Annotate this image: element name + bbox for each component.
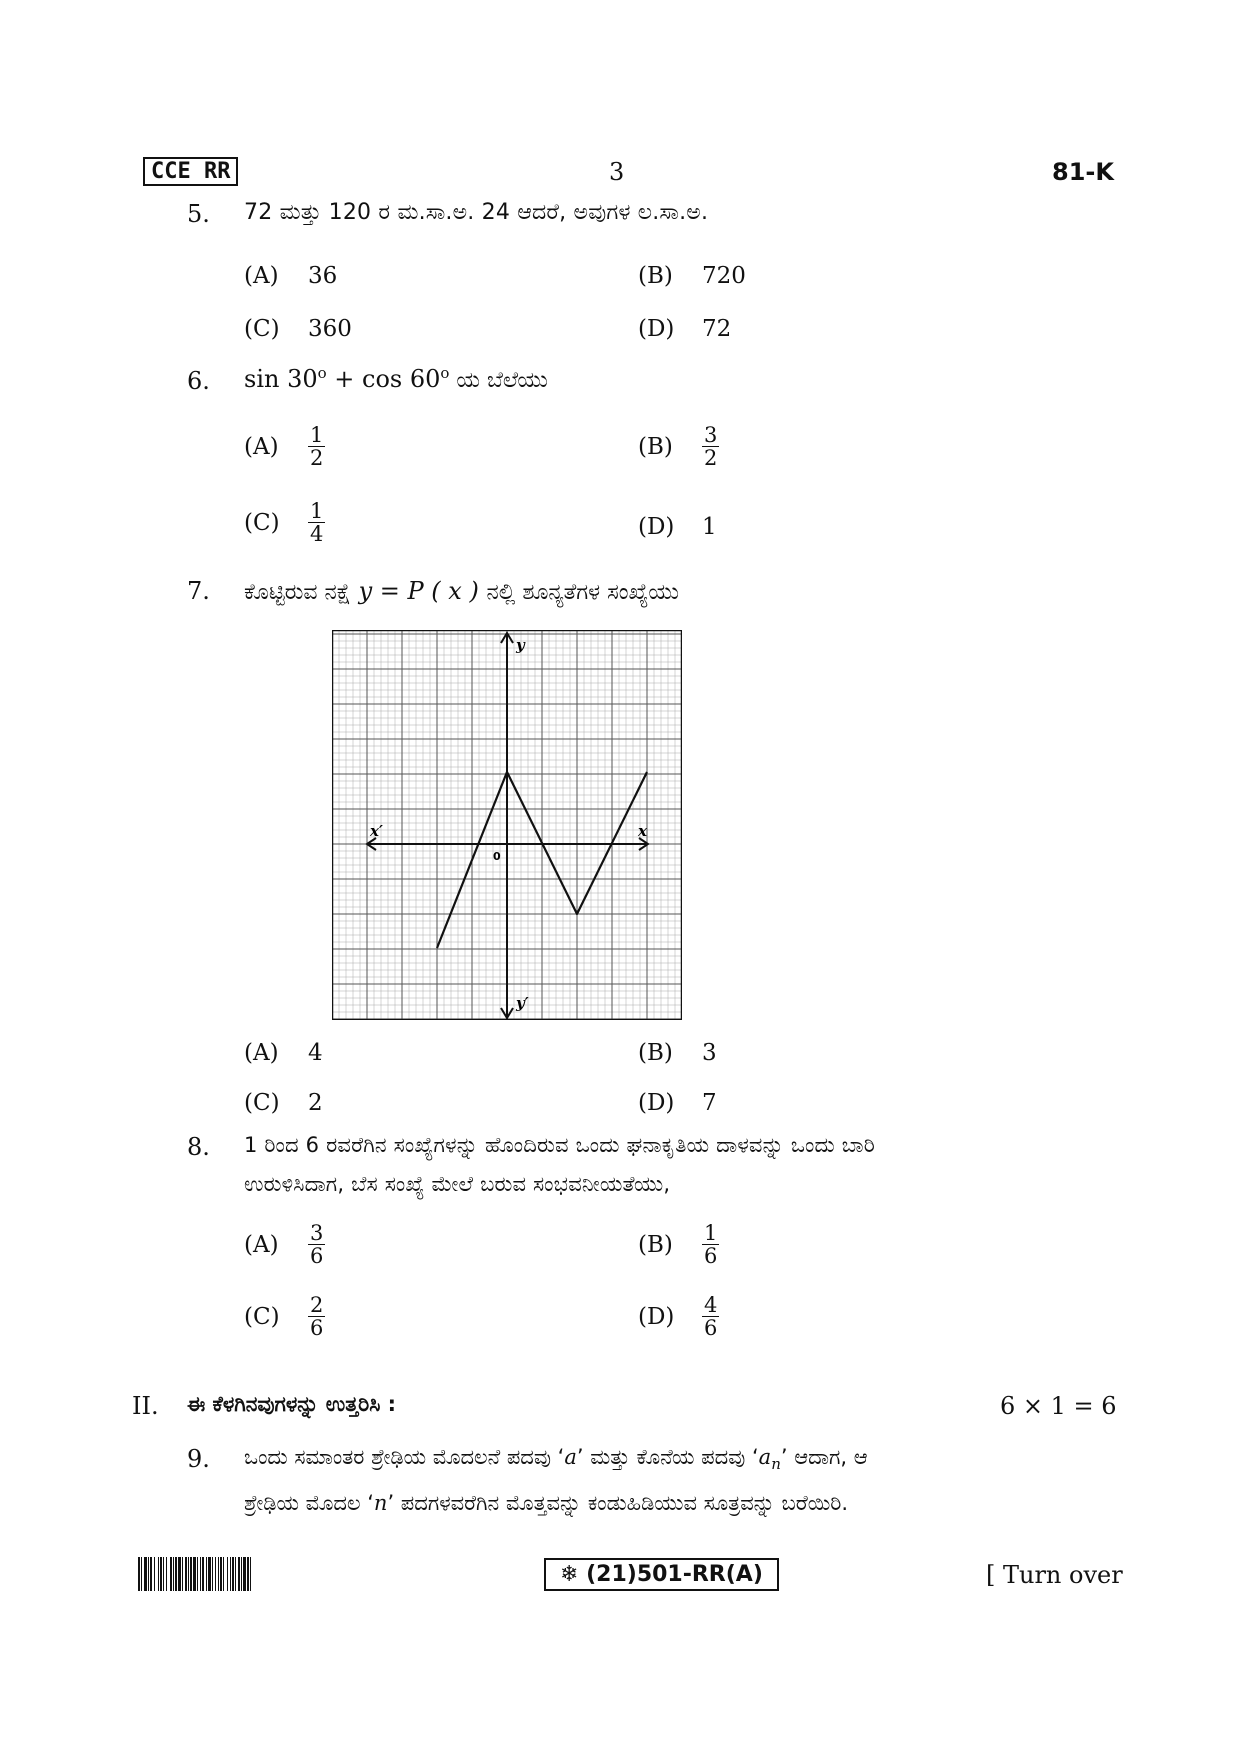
option-label: (B): [638, 433, 673, 460]
option-d: [638, 514, 717, 540]
fraction: [702, 1294, 719, 1339]
option-label: (A): [244, 1231, 279, 1258]
option-value: 720: [702, 263, 746, 289]
section-title: ಈ ಕೆಳಗಿನವುಗಳನ್ನು ಉತ್ತರಿಸಿ :: [187, 1392, 397, 1416]
option-value: 1: [702, 514, 717, 540]
question-text-line2: ಉರುಳಿಸಿದಾಗ, ಬೆಸ ಸಂಖ್ಯೆ ಮೇಲೆ ಬರುವ ಸಂಭವನೀಯತೆಯು,: [244, 1172, 671, 1196]
q7-math: y = P ( x ): [358, 577, 479, 605]
page-number: 3: [609, 158, 625, 186]
fraction: [702, 424, 719, 469]
question-number: 9.: [187, 1445, 210, 1473]
graph-svg: [332, 630, 682, 1020]
option-value: 7: [702, 1090, 717, 1116]
q9-part: ’ ಆದಾಗ, ಆ: [780, 1445, 868, 1469]
q9-part: ’ ಪದಗಳವರೆಗಿನ ಮೊತ್ತವನ್ನು ಕಂಡುಹಿಡಿಯುವ ಸೂತ್ರವನ್ನು ಬರೆಯಿರಿ.: [387, 1491, 849, 1515]
q6-part: sin 30: [244, 365, 318, 393]
option-label: (C): [244, 1090, 280, 1116]
question-text-line1: [244, 1445, 868, 1473]
denominator: 2: [704, 446, 718, 471]
q9-part: ಶ್ರೇಢಿಯ ಮೊದಲ ‘: [244, 1491, 374, 1515]
x-label: x: [638, 822, 647, 840]
option-label: (C): [244, 1303, 280, 1330]
numerator: 1: [310, 423, 324, 447]
option-label: (D): [638, 514, 675, 540]
question-text: [244, 577, 679, 606]
denominator: 6: [704, 1244, 718, 1269]
fraction: [308, 500, 325, 545]
fraction: [308, 424, 325, 469]
section-number: II.: [132, 1392, 159, 1420]
question-number: 8.: [187, 1133, 210, 1161]
question-text: 72 ಮತ್ತು 120 ರ ಮ.ಸಾ.ಅ. 24 ಆದರೆ, ಅವುಗಳ ಲ.ಸಾ.ಅ.: [244, 200, 709, 225]
x-neg-label: x′: [370, 822, 383, 840]
q9-var: n: [373, 1491, 388, 1515]
origin-label: 0: [493, 850, 501, 863]
question-paper-code: ❄ (21)501-RR(A): [544, 1558, 779, 1591]
question-number: 7.: [187, 577, 210, 605]
option-c: [244, 1294, 325, 1339]
option-value: 3: [702, 1040, 717, 1066]
option-label: (C): [244, 509, 280, 536]
option-c: [244, 1090, 323, 1116]
option-d: [638, 316, 731, 342]
option-b: [638, 1222, 719, 1267]
option-b: [638, 424, 719, 469]
paper-code-box: CCE RR: [143, 157, 238, 186]
denominator: 6: [704, 1316, 718, 1341]
option-label: (A): [244, 263, 279, 289]
q7-part: ನಲ್ಲಿ ಶೂನ್ಯತೆಗಳ ಸಂಖ್ಯೆಯು: [486, 580, 679, 605]
denominator: 2: [310, 446, 324, 471]
option-label: (D): [638, 1090, 675, 1116]
numerator: 1: [704, 1221, 718, 1245]
numerator: 2: [310, 1293, 324, 1317]
q9-sub: n: [771, 1455, 781, 1474]
option-a: [244, 1222, 325, 1267]
denominator: 6: [310, 1244, 324, 1269]
option-c: [244, 500, 325, 545]
option-a: [244, 1040, 323, 1066]
option-label: (D): [638, 316, 675, 342]
option-value: 72: [702, 316, 732, 342]
question-text-line1: 1 ರಿಂದ 6 ರವರೆಗಿನ ಸಂಖ್ಯೆಗಳನ್ನು ಹೊಂದಿರುವ ಒಂದು ಘನಾಕೃತಿಯ ದಾಳವನ್ನು ಒಂದು ಬಾರಿ: [244, 1133, 876, 1157]
option-b: [638, 263, 746, 289]
option-d: [638, 1090, 717, 1116]
option-label: (D): [638, 1303, 675, 1330]
fraction: [702, 1222, 719, 1267]
barcode: [138, 1557, 385, 1591]
degree-sup: o: [317, 364, 327, 382]
numerator: 3: [704, 423, 718, 447]
option-a: [244, 263, 337, 289]
numerator: 3: [310, 1221, 324, 1245]
option-value: 2: [308, 1090, 323, 1116]
barcode-bar: [251, 1557, 253, 1591]
turn-over-note: [ Turn over: [986, 1561, 1123, 1589]
numerator: 4: [704, 1293, 718, 1317]
q7-part: ಕೊಟ್ಟಿರುವ ನಕ್ಷೆ: [244, 580, 351, 605]
option-label: (A): [244, 1040, 279, 1066]
option-value: 36: [308, 263, 338, 289]
degree-sup: o: [440, 364, 450, 382]
option-label: (B): [638, 263, 673, 289]
section-marks: 6 × 1 = 6: [1000, 1392, 1117, 1420]
question-number: 5.: [187, 200, 210, 228]
q9-part: ’ ಮತ್ತು ಕೊನೆಯ ಪದವು ‘: [576, 1445, 759, 1469]
option-label: (B): [638, 1231, 673, 1258]
question-number: 6.: [187, 367, 210, 395]
denominator: 6: [310, 1316, 324, 1341]
fraction: [308, 1294, 325, 1339]
option-value: 360: [308, 316, 352, 342]
q6-part: + cos 60: [326, 365, 441, 393]
q9-part: ಒಂದು ಸಮಾಂತರ ಶ್ರೇಢಿಯ ಮೊದಲನೆ ಪದವು ‘: [244, 1445, 565, 1469]
numerator: 1: [310, 499, 324, 523]
y-label: y: [516, 636, 525, 654]
option-c: [244, 316, 352, 342]
subject-code: 81-K: [1052, 158, 1114, 186]
option-b: [638, 1040, 717, 1066]
graph-figure: [332, 630, 682, 1020]
fraction: [308, 1222, 325, 1267]
question-text: [244, 364, 548, 394]
q6-part: ಯ ಬೆಲೆಯು: [449, 368, 548, 393]
option-label: (C): [244, 316, 280, 342]
option-value: 4: [308, 1040, 323, 1066]
option-d: [638, 1294, 719, 1339]
question-text-line2: [244, 1491, 848, 1516]
denominator: 4: [310, 522, 324, 547]
option-a: [244, 424, 325, 469]
option-label: (B): [638, 1040, 673, 1066]
q9-var: a: [564, 1445, 577, 1469]
option-label: (A): [244, 433, 279, 460]
y-neg-label: y′: [516, 994, 529, 1012]
q9-var: a: [758, 1445, 772, 1469]
